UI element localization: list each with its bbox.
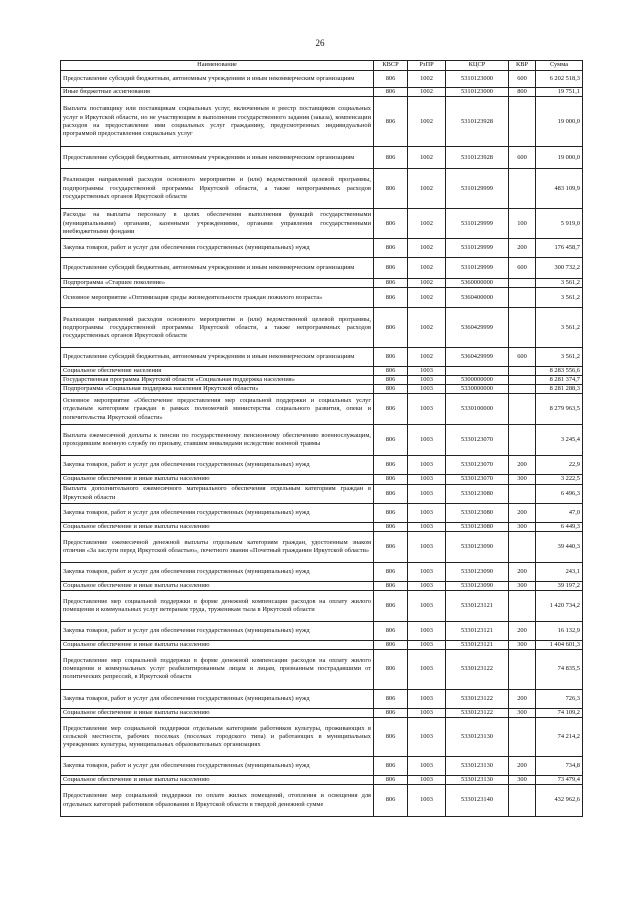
- row-kvr-cell: 200: [509, 456, 536, 475]
- table-row: [61, 394, 583, 425]
- row-name-cell: Закупка товаров, работ и услуг для обеспечения государственных (муниципальных) нужд: [61, 239, 374, 258]
- row-kcsr-cell: 5330123130: [446, 775, 509, 784]
- row-sum-cell: 8 283 556,6: [536, 367, 583, 376]
- row-kcsr-cell: 5310129999: [446, 209, 509, 239]
- row-name-cell: Основное мероприятие «Оптимизация среды жизнедеятельности граждан пожилого возраста»: [61, 288, 374, 308]
- row-kcsr-cell: 5360000000: [446, 279, 509, 288]
- row-sum-cell: 19 000,0: [536, 147, 583, 169]
- table-row: [61, 531, 583, 562]
- row-name-cell: Закупка товаров, работ и услуг для обеспечения государственных (муниципальных) нужд: [61, 756, 374, 775]
- row-kcsr-cell: 5330123140: [446, 785, 509, 817]
- row-kvsr-cell: 806: [374, 97, 408, 147]
- table-row: [61, 147, 583, 169]
- row-kvsr-cell: 806: [374, 376, 408, 385]
- row-kcsr-cell: 5310123000: [446, 88, 509, 97]
- row-sum-cell: 5 919,0: [536, 209, 583, 239]
- row-name-cell: Выплата ежемесячной доплаты к пенсии по государственному пенсионному обеспечению военнослужащим, проходившим военную службу по призыву, ставшим инвалидами вследствие военной травмы: [61, 425, 374, 456]
- row-name-cell: Предоставление субсидий бюджетным, автономным учреждениям и иным некоммерческим организациям: [61, 71, 374, 88]
- table-row: [61, 756, 583, 775]
- row-sum-cell: 8 281 374,7: [536, 376, 583, 385]
- row-name-cell: Выплата поставщику или поставщикам социальных услуг, включенным в реестр поставщиков социальных услуг в Иркутской области, но не участвующим в выполнении государственного задания (заказа), компенсации расходов на предоставление ими социальных услуг гражданину, предусмотренных индивидуальной программой предоставления социальных услуг: [61, 97, 374, 147]
- row-sum-cell: 734,8: [536, 756, 583, 775]
- page-number: 26: [315, 38, 325, 48]
- row-name-cell: Иные бюджетные ассигнования: [61, 88, 374, 97]
- row-kcsr-cell: 5310123928: [446, 97, 509, 147]
- table-row: [61, 503, 583, 522]
- row-sum-cell: 3 561,2: [536, 279, 583, 288]
- row-kvr-cell: [509, 394, 536, 425]
- row-rzpr-cell: 1003: [408, 531, 446, 562]
- budget-table: [60, 60, 583, 817]
- row-kvsr-cell: 806: [374, 209, 408, 239]
- row-kcsr-cell: 5360429999: [446, 348, 509, 367]
- row-kvr-cell: [509, 425, 536, 456]
- row-kcsr-cell: 5330123080: [446, 484, 509, 503]
- row-kvr-cell: 600: [509, 258, 536, 279]
- row-kcsr-cell: 5330123090: [446, 581, 509, 590]
- row-sum-cell: 6 449,3: [536, 522, 583, 531]
- row-rzpr-cell: 1002: [408, 71, 446, 88]
- row-sum-cell: 74 835,5: [536, 649, 583, 689]
- row-kvr-cell: [509, 97, 536, 147]
- table-row: [61, 621, 583, 640]
- row-rzpr-cell: 1003: [408, 394, 446, 425]
- row-kvsr-cell: 806: [374, 562, 408, 581]
- table-row: [61, 258, 583, 279]
- row-kvsr-cell: 806: [374, 88, 408, 97]
- row-name-cell: Предоставление мер социальной поддержки отдельным категориям работников культуры, проживающих в сельской местности, рабочих поселках (поселках городского типа) и работающих в муниципальных учреждениях культуры, муниципальных образовательных организациях: [61, 717, 374, 756]
- table-row: [61, 97, 583, 147]
- row-name-cell: Предоставление субсидий бюджетным, автономным учреждениям и иным некоммерческим организациям: [61, 147, 374, 169]
- row-name-cell: Закупка товаров, работ и услуг для обеспечения государственных (муниципальных) нужд: [61, 562, 374, 581]
- row-kcsr-cell: 5360429999: [446, 308, 509, 348]
- table-row: [61, 717, 583, 756]
- row-kvr-cell: 200: [509, 621, 536, 640]
- row-sum-cell: 3 561,2: [536, 348, 583, 367]
- row-kvsr-cell: 806: [374, 258, 408, 279]
- table-row: [61, 71, 583, 88]
- table-row: [61, 562, 583, 581]
- row-name-cell: Основное мероприятие «Обеспечение предоставления мер социальной поддержки и социальных услуг отдельным категориям граждан в рамках полномочий министерства социального развития, опеки и попечительства Иркутской области»: [61, 394, 374, 425]
- row-rzpr-cell: 1003: [408, 590, 446, 621]
- row-name-cell: Закупка товаров, работ и услуг для обеспечения государственных (муниципальных) нужд: [61, 689, 374, 708]
- row-rzpr-cell: 1002: [408, 258, 446, 279]
- table-row: [61, 367, 583, 376]
- row-kvr-cell: [509, 376, 536, 385]
- row-rzpr-cell: 1002: [408, 209, 446, 239]
- row-kcsr-cell: 5330123090: [446, 531, 509, 562]
- row-rzpr-cell: 1003: [408, 475, 446, 484]
- row-kcsr-cell: 5310123000: [446, 71, 509, 88]
- row-rzpr-cell: 1003: [408, 785, 446, 817]
- row-kvsr-cell: 806: [374, 147, 408, 169]
- row-kcsr-cell: 5330123070: [446, 425, 509, 456]
- row-kvsr-cell: 806: [374, 531, 408, 562]
- row-sum-cell: 8 281 288,3: [536, 385, 583, 394]
- row-kvr-cell: 200: [509, 503, 536, 522]
- row-kvsr-cell: 806: [374, 484, 408, 503]
- row-sum-cell: 3 561,2: [536, 288, 583, 308]
- row-kvr-cell: [509, 169, 536, 209]
- row-rzpr-cell: 1002: [408, 97, 446, 147]
- row-kcsr-cell: 5330123090: [446, 562, 509, 581]
- row-kcsr-cell: 5310129999: [446, 258, 509, 279]
- row-name-cell: Социальное обеспечение и иные выплаты населению: [61, 708, 374, 717]
- row-rzpr-cell: 1003: [408, 385, 446, 394]
- row-kvr-cell: [509, 590, 536, 621]
- row-rzpr-cell: 1003: [408, 649, 446, 689]
- row-name-cell: Предоставление субсидий бюджетным, автономным учреждениям и иным некоммерческим организациям: [61, 348, 374, 367]
- row-sum-cell: 19 000,0: [536, 97, 583, 147]
- row-sum-cell: 1 404 601,3: [536, 640, 583, 649]
- row-rzpr-cell: 1002: [408, 239, 446, 258]
- table-row: [61, 475, 583, 484]
- row-rzpr-cell: 1003: [408, 640, 446, 649]
- row-name-cell: Социальное обеспечение и иные выплаты населению: [61, 581, 374, 590]
- table-row: [61, 581, 583, 590]
- row-rzpr-cell: 1003: [408, 717, 446, 756]
- row-name-cell: Предоставление ежемесячной денежной выплаты отдельным категориям граждан, удостоенным знаком отличия «За заслуги перед Иркутской областью», почетного звания «Почетный гражданин Иркутской области»: [61, 531, 374, 562]
- row-name-cell: Предоставление мер социальной поддержки по оплате жилых помещений, отопления и освещения для отдельных категорий работников образования в Иркутской области в твердой денежной сумме: [61, 785, 374, 817]
- row-kvr-cell: 300: [509, 708, 536, 717]
- table-row: [61, 279, 583, 288]
- row-sum-cell: 726,3: [536, 689, 583, 708]
- row-kvr-cell: 800: [509, 88, 536, 97]
- row-sum-cell: 74 214,2: [536, 717, 583, 756]
- row-rzpr-cell: 1002: [408, 169, 446, 209]
- row-kcsr-cell: 5330123121: [446, 590, 509, 621]
- header-rzpr: РзПР: [408, 61, 446, 71]
- row-kvsr-cell: 806: [374, 239, 408, 258]
- row-rzpr-cell: 1002: [408, 348, 446, 367]
- row-sum-cell: 176 458,7: [536, 239, 583, 258]
- row-kvsr-cell: 806: [374, 394, 408, 425]
- row-rzpr-cell: 1003: [408, 689, 446, 708]
- row-kvr-cell: 300: [509, 475, 536, 484]
- row-rzpr-cell: 1003: [408, 708, 446, 717]
- row-kcsr-cell: 5330123130: [446, 756, 509, 775]
- header-kvsr: КВСР: [374, 61, 408, 71]
- row-kcsr-cell: 5330123122: [446, 689, 509, 708]
- row-kvr-cell: 600: [509, 71, 536, 88]
- row-kvsr-cell: 806: [374, 590, 408, 621]
- row-kvsr-cell: 806: [374, 522, 408, 531]
- row-kcsr-cell: 5330123070: [446, 475, 509, 484]
- row-rzpr-cell: 1003: [408, 503, 446, 522]
- row-kvsr-cell: 806: [374, 503, 408, 522]
- row-kcsr-cell: 5300000000: [446, 376, 509, 385]
- row-rzpr-cell: 1003: [408, 484, 446, 503]
- row-sum-cell: 16 132,9: [536, 621, 583, 640]
- row-kvr-cell: [509, 531, 536, 562]
- row-kvsr-cell: 806: [374, 71, 408, 88]
- table-row: [61, 239, 583, 258]
- row-kvr-cell: [509, 279, 536, 288]
- row-name-cell: Реализация направлений расходов основного мероприятия и (или) ведомственной целевой программы, подпрограммы государственной программы Иркутской области, а также непрограммных расходов государственных органов Иркутской области: [61, 308, 374, 348]
- row-kvr-cell: 200: [509, 689, 536, 708]
- table-row: [61, 308, 583, 348]
- row-sum-cell: 3 245,4: [536, 425, 583, 456]
- row-sum-cell: 39 440,3: [536, 531, 583, 562]
- row-kvsr-cell: 806: [374, 425, 408, 456]
- row-kvsr-cell: 806: [374, 775, 408, 784]
- row-kvr-cell: 100: [509, 209, 536, 239]
- header-name: Наименование: [61, 61, 374, 71]
- row-kvsr-cell: 806: [374, 649, 408, 689]
- row-kvsr-cell: 806: [374, 279, 408, 288]
- row-rzpr-cell: 1003: [408, 621, 446, 640]
- row-kcsr-cell: 5330123121: [446, 640, 509, 649]
- row-rzpr-cell: 1003: [408, 425, 446, 456]
- row-name-cell: Предоставление мер социальной поддержки в форме денежной компенсации расходов на оплату жилого помещения и коммунальных услуг ветеранам труда, труженикам тыла в Иркутской области: [61, 590, 374, 621]
- table-body: [61, 71, 583, 817]
- row-name-cell: Подпрограмма «Социальная поддержка населения Иркутской области»: [61, 385, 374, 394]
- row-kvr-cell: 600: [509, 348, 536, 367]
- row-sum-cell: 300 732,2: [536, 258, 583, 279]
- row-kvsr-cell: 806: [374, 785, 408, 817]
- row-name-cell: Закупка товаров, работ и услуг для обеспечения государственных (муниципальных) нужд: [61, 456, 374, 475]
- row-rzpr-cell: 1003: [408, 775, 446, 784]
- row-kvsr-cell: 806: [374, 456, 408, 475]
- table-row: [61, 376, 583, 385]
- row-kvsr-cell: 806: [374, 385, 408, 394]
- row-rzpr-cell: 1003: [408, 367, 446, 376]
- row-name-cell: Реализация направлений расходов основного мероприятия и (или) ведомственной целевой программы, подпрограммы государственной программы Иркутской области, а также непрограммных расходов государственных органов Иркутской области: [61, 169, 374, 209]
- row-kvr-cell: [509, 367, 536, 376]
- row-rzpr-cell: 1003: [408, 522, 446, 531]
- row-kcsr-cell: 5310129999: [446, 239, 509, 258]
- row-kcsr-cell: 5330123122: [446, 649, 509, 689]
- row-rzpr-cell: 1002: [408, 88, 446, 97]
- row-name-cell: Социальное обеспечение и иные выплаты населению: [61, 775, 374, 784]
- table-row: [61, 88, 583, 97]
- row-kvr-cell: [509, 484, 536, 503]
- header-kvr: КВР: [509, 61, 536, 71]
- row-rzpr-cell: 1003: [408, 456, 446, 475]
- row-kvsr-cell: 806: [374, 288, 408, 308]
- row-kcsr-cell: 5330123122: [446, 708, 509, 717]
- row-kvr-cell: 200: [509, 562, 536, 581]
- row-kvr-cell: [509, 308, 536, 348]
- row-kvr-cell: 300: [509, 522, 536, 531]
- row-name-cell: Социальное обеспечение и иные выплаты населению: [61, 475, 374, 484]
- row-kvr-cell: 300: [509, 775, 536, 784]
- row-sum-cell: 243,1: [536, 562, 583, 581]
- row-sum-cell: 3 222,5: [536, 475, 583, 484]
- row-name-cell: Выплата дополнительного ежемесячного материального обеспечения отдельным категориям граждан в Иркутской области: [61, 484, 374, 503]
- row-kvsr-cell: 806: [374, 708, 408, 717]
- row-rzpr-cell: 1003: [408, 562, 446, 581]
- row-kvsr-cell: 806: [374, 348, 408, 367]
- row-name-cell: Предоставление субсидий бюджетным, автономным учреждениям и иным некоммерческим организациям: [61, 258, 374, 279]
- row-name-cell: Социальное обеспечение и иные выплаты населению: [61, 522, 374, 531]
- row-rzpr-cell: 1002: [408, 147, 446, 169]
- table-row: [61, 385, 583, 394]
- row-rzpr-cell: 1002: [408, 308, 446, 348]
- row-rzpr-cell: 1003: [408, 756, 446, 775]
- row-rzpr-cell: 1002: [408, 279, 446, 288]
- table-row: [61, 775, 583, 784]
- row-kcsr-cell: 5330100000: [446, 394, 509, 425]
- table-row: [61, 708, 583, 717]
- row-rzpr-cell: 1002: [408, 288, 446, 308]
- row-kvsr-cell: 806: [374, 756, 408, 775]
- row-kvr-cell: 300: [509, 581, 536, 590]
- row-kcsr-cell: 5310123928: [446, 147, 509, 169]
- table-row: [61, 425, 583, 456]
- row-sum-cell: 22,9: [536, 456, 583, 475]
- row-kvsr-cell: 806: [374, 640, 408, 649]
- table-row: [61, 522, 583, 531]
- row-sum-cell: 47,0: [536, 503, 583, 522]
- row-kcsr-cell: 5330123080: [446, 503, 509, 522]
- table-row: [61, 288, 583, 308]
- table-header-row: [61, 61, 583, 71]
- header-sum: Сумма: [536, 61, 583, 71]
- row-sum-cell: 1 420 734,2: [536, 590, 583, 621]
- row-sum-cell: 39 197,2: [536, 581, 583, 590]
- row-kcsr-cell: 5360400000: [446, 288, 509, 308]
- row-kcsr-cell: 5310129999: [446, 169, 509, 209]
- row-kvsr-cell: 806: [374, 169, 408, 209]
- table-row: [61, 640, 583, 649]
- row-name-cell: Социальное обеспечение и иные выплаты населению: [61, 640, 374, 649]
- row-name-cell: Подпрограмма «Старшее поколение»: [61, 279, 374, 288]
- row-kvsr-cell: 806: [374, 475, 408, 484]
- table-row: [61, 169, 583, 209]
- row-name-cell: Расходы на выплаты персоналу в целях обеспечения выполнения функций государственными (муниципальными) органами, казенными учреждениями, органами управления государственными внебюджетными фондами: [61, 209, 374, 239]
- row-name-cell: Закупка товаров, работ и услуг для обеспечения государственных (муниципальных) нужд: [61, 503, 374, 522]
- row-kcsr-cell: 5330000000: [446, 385, 509, 394]
- row-kvsr-cell: 806: [374, 717, 408, 756]
- row-kvsr-cell: 806: [374, 689, 408, 708]
- row-sum-cell: 6 496,3: [536, 484, 583, 503]
- row-name-cell: Государственная программа Иркутской области «Социальная поддержка населения»: [61, 376, 374, 385]
- row-sum-cell: 74 109,2: [536, 708, 583, 717]
- row-kcsr-cell: 5330123121: [446, 621, 509, 640]
- row-sum-cell: 8 279 963,5: [536, 394, 583, 425]
- row-name-cell: Закупка товаров, работ и услуг для обеспечения государственных (муниципальных) нужд: [61, 621, 374, 640]
- row-rzpr-cell: 1003: [408, 581, 446, 590]
- row-kvr-cell: 200: [509, 239, 536, 258]
- row-name-cell: Предоставление мер социальной поддержки в форме денежной компенсации расходов на оплату жилого помещения и коммунальных услуг реабилитированным лицам и лицам, признанным пострадавшими от политических репрессий, в Иркутской области: [61, 649, 374, 689]
- row-kcsr-cell: 5330123130: [446, 717, 509, 756]
- row-kvsr-cell: 806: [374, 621, 408, 640]
- row-kvr-cell: 600: [509, 147, 536, 169]
- table-row: [61, 484, 583, 503]
- row-sum-cell: 73 479,4: [536, 775, 583, 784]
- header-kcsr: КЦСР: [446, 61, 509, 71]
- row-kvr-cell: [509, 717, 536, 756]
- row-kvsr-cell: 806: [374, 581, 408, 590]
- row-rzpr-cell: 1003: [408, 376, 446, 385]
- table-row: [61, 456, 583, 475]
- row-kcsr-cell: 5330123080: [446, 522, 509, 531]
- table-row: [61, 209, 583, 239]
- row-kvr-cell: [509, 649, 536, 689]
- row-sum-cell: 483 109,9: [536, 169, 583, 209]
- row-sum-cell: 432 962,6: [536, 785, 583, 817]
- row-kcsr-cell: [446, 367, 509, 376]
- table-row: [61, 689, 583, 708]
- row-kcsr-cell: 5330123070: [446, 456, 509, 475]
- table-row: [61, 590, 583, 621]
- row-sum-cell: 3 561,2: [536, 308, 583, 348]
- table-row: [61, 649, 583, 689]
- row-kvsr-cell: 806: [374, 367, 408, 376]
- row-kvr-cell: 300: [509, 640, 536, 649]
- row-sum-cell: 19 751,1: [536, 88, 583, 97]
- row-kvr-cell: [509, 288, 536, 308]
- table-row: [61, 785, 583, 817]
- row-kvsr-cell: 806: [374, 308, 408, 348]
- row-kvr-cell: 200: [509, 756, 536, 775]
- row-name-cell: Социальное обеспечение населения: [61, 367, 374, 376]
- row-kvr-cell: [509, 385, 536, 394]
- table-row: [61, 348, 583, 367]
- row-kvr-cell: [509, 785, 536, 817]
- row-sum-cell: 6 202 518,3: [536, 71, 583, 88]
